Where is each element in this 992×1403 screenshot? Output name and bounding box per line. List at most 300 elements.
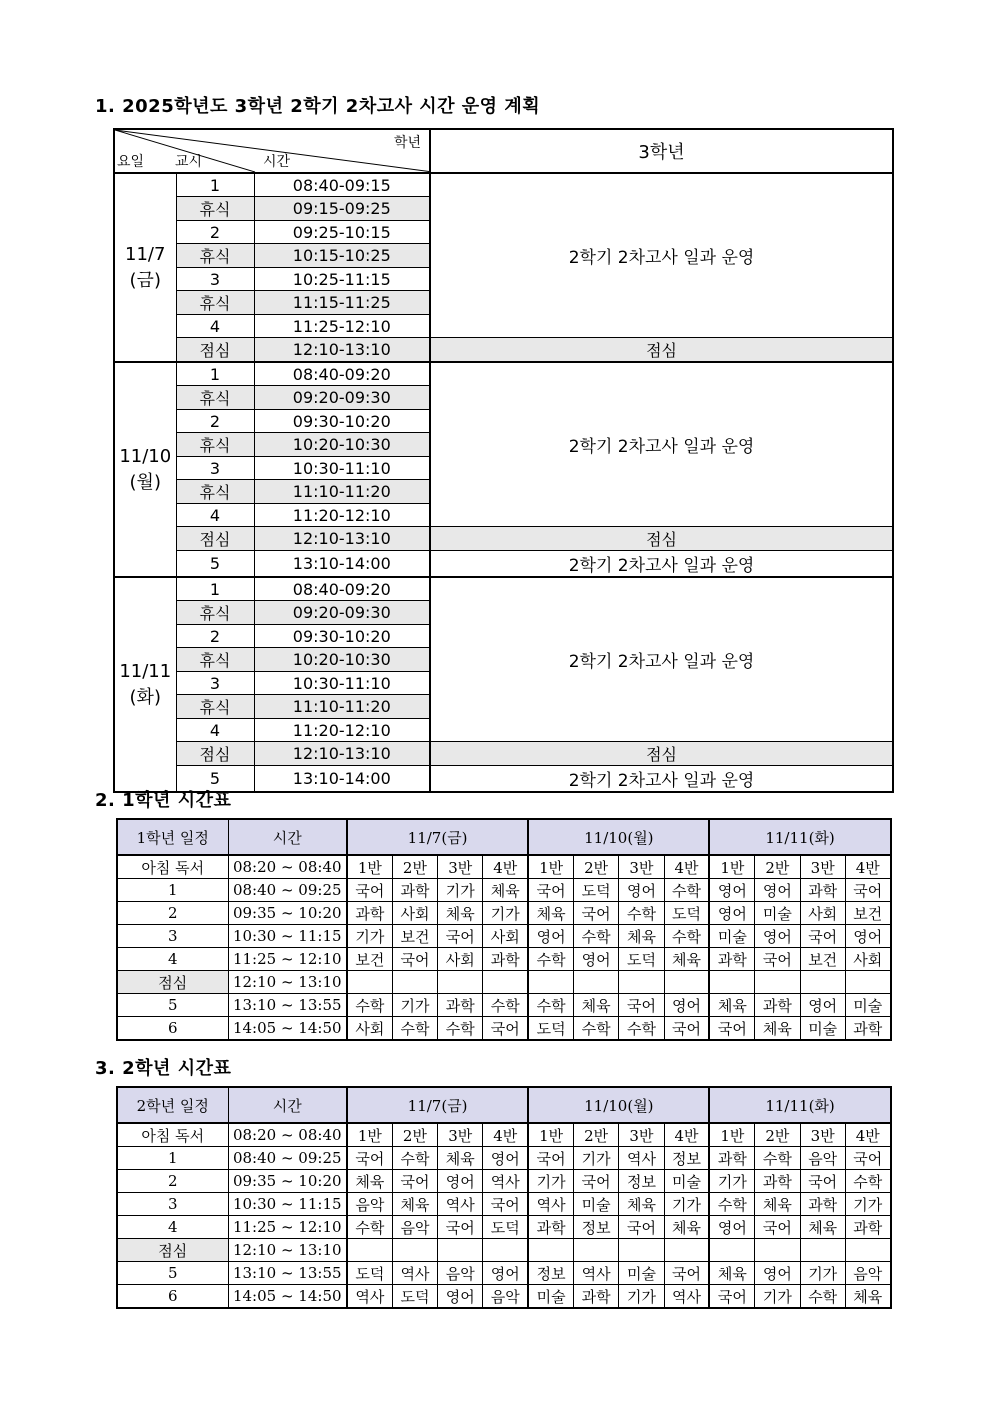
subject-cell: 수학 [619, 902, 664, 925]
subject-cell: 국어 [800, 1170, 845, 1193]
exam-row [114, 551, 893, 578]
subject-cell: 영어 [574, 948, 619, 971]
subject-cell: 도덕 [664, 902, 709, 925]
period-time: 11:25 ~ 12:10 [228, 948, 347, 971]
subject-cell: 사회 [347, 1017, 392, 1041]
period-label: 점심 [117, 971, 228, 994]
time-cell: 11:15-11:25 [254, 291, 430, 315]
subject-cell: 정보 [619, 1170, 664, 1193]
subject-cell: 수학 [709, 1193, 754, 1216]
grade-header: 3학년 [430, 129, 893, 173]
exam-row [114, 173, 893, 197]
subject-cell: 정보 [574, 1216, 619, 1239]
subject-cell [619, 971, 664, 994]
subject-cell: 4반 [664, 855, 709, 879]
period-cell: 휴식 [176, 648, 254, 672]
timetable-row [117, 1170, 891, 1193]
period-cell: 휴식 [176, 433, 254, 457]
subject-cell: 국어 [438, 1216, 483, 1239]
subject-cell: 영어 [709, 902, 754, 925]
subject-cell: 역사 [483, 1170, 528, 1193]
subject-cell: 영어 [845, 925, 890, 948]
subject-cell: 2반 [574, 855, 619, 879]
subject-cell: 국어 [755, 948, 800, 971]
subject-cell: 과학 [528, 1216, 573, 1239]
subject-cell: 역사 [574, 1262, 619, 1285]
subject-cell: 국어 [709, 1285, 754, 1309]
subject-cell [347, 1239, 392, 1262]
subject-cell: 국어 [755, 1216, 800, 1239]
subject-cell: 보건 [845, 902, 890, 925]
time-cell: 11:25-12:10 [254, 315, 430, 338]
schedule-corner: 2학년 일정 [117, 1087, 228, 1123]
subject-cell: 역사 [438, 1193, 483, 1216]
period-cell: 4 [176, 504, 254, 527]
subject-cell: 기가 [619, 1285, 664, 1309]
subject-cell: 국어 [619, 1216, 664, 1239]
subject-cell [800, 971, 845, 994]
period-label: 2 [117, 1170, 228, 1193]
period-time: 12:10 ~ 13:10 [228, 971, 347, 994]
subject-cell: 국어 [845, 879, 890, 902]
subject-cell: 국어 [664, 1262, 709, 1285]
period-time: 14:05 ~ 14:50 [228, 1017, 347, 1041]
subject-cell [709, 971, 754, 994]
timetable-row [117, 855, 891, 879]
period-time: 14:05 ~ 14:50 [228, 1285, 347, 1309]
subject-cell [755, 971, 800, 994]
subject-cell [664, 1239, 709, 1262]
subject-cell [528, 1239, 573, 1262]
subject-cell [845, 971, 890, 994]
subject-cell: 수학 [664, 879, 709, 902]
subject-cell: 사회 [438, 948, 483, 971]
time-cell: 12:10-13:10 [254, 742, 430, 766]
subject-cell: 국어 [845, 1147, 890, 1170]
exam-operation-cell: 2학기 2차고사 일과 운영 [430, 577, 893, 742]
timetable-header-row [117, 1087, 891, 1123]
timetable-row [117, 1123, 891, 1147]
section1-heading: 1. 2025학년도 3학년 2학기 2차고사 시간 운영 계획 [95, 96, 541, 117]
subject-cell: 3반 [619, 855, 664, 879]
section3-heading: 3. 2학년 시간표 [95, 1058, 232, 1079]
subject-cell: 음악 [845, 1262, 890, 1285]
timetable-row [117, 948, 891, 971]
period-cell: 4 [176, 719, 254, 742]
subject-cell: 체육 [664, 948, 709, 971]
period-time: 09:35 ~ 10:20 [228, 902, 347, 925]
period-cell: 1 [176, 173, 254, 197]
period-label: 6 [117, 1017, 228, 1041]
day-header: 11/11(화) [709, 1087, 890, 1123]
subject-cell [574, 971, 619, 994]
subject-cell: 체육 [347, 1170, 392, 1193]
timetable-header-row [117, 819, 891, 855]
subject-cell: 3반 [438, 1123, 483, 1147]
subject-cell: 국어 [438, 925, 483, 948]
period-time: 08:40 ~ 09:25 [228, 879, 347, 902]
subject-cell: 영어 [800, 994, 845, 1017]
subject-cell: 사회 [483, 925, 528, 948]
afternoon-exam-cell: 2학기 2차고사 일과 운영 [430, 766, 893, 793]
period-label: 3 [117, 1193, 228, 1216]
subject-cell: 역사 [664, 1285, 709, 1309]
subject-cell: 역사 [392, 1262, 437, 1285]
exam-row [114, 527, 893, 551]
timetable-row [117, 879, 891, 902]
time-cell: 08:40-09:20 [254, 362, 430, 386]
diag-time-label: 시간 [263, 154, 291, 170]
subject-cell: 기가 [709, 1170, 754, 1193]
subject-cell: 수학 [392, 1147, 437, 1170]
subject-cell: 수학 [528, 994, 573, 1017]
subject-cell: 영어 [709, 1216, 754, 1239]
subject-cell: 체육 [709, 1262, 754, 1285]
timetable-row [117, 1285, 891, 1309]
diag-weekday-label: 요일 [117, 154, 145, 170]
period-time: 13:10 ~ 13:55 [228, 994, 347, 1017]
subject-cell: 국어 [347, 879, 392, 902]
subject-cell: 1반 [347, 855, 392, 879]
day-date: 11/11 [119, 660, 172, 682]
period-cell: 휴식 [176, 695, 254, 719]
subject-cell: 3반 [438, 855, 483, 879]
period-cell: 휴식 [176, 197, 254, 221]
subject-cell: 체육 [574, 994, 619, 1017]
subject-cell: 영어 [619, 879, 664, 902]
time-cell: 09:30-10:20 [254, 625, 430, 648]
time-cell: 12:10-13:10 [254, 338, 430, 363]
period-label: 5 [117, 994, 228, 1017]
subject-cell [845, 1239, 890, 1262]
subject-cell: 체육 [664, 1216, 709, 1239]
subject-cell: 과학 [755, 1170, 800, 1193]
subject-cell: 보건 [800, 948, 845, 971]
period-label: 아침 독서 [117, 855, 228, 879]
time-cell: 09:20-09:30 [254, 386, 430, 410]
day-cell [114, 577, 176, 792]
subject-cell: 영어 [438, 1285, 483, 1309]
time-cell: 10:15-10:25 [254, 244, 430, 268]
subject-cell: 음악 [438, 1262, 483, 1285]
subject-cell [392, 1239, 437, 1262]
exam-row [114, 577, 893, 601]
grade1-timetable [116, 818, 892, 1041]
day-header: 11/11(화) [709, 819, 890, 855]
subject-cell: 2반 [392, 855, 437, 879]
subject-cell [347, 971, 392, 994]
subject-cell: 과학 [755, 994, 800, 1017]
time-cell: 11:20-12:10 [254, 504, 430, 527]
subject-cell: 과학 [845, 1216, 890, 1239]
subject-cell: 미술 [528, 1285, 573, 1309]
subject-cell: 수학 [347, 1216, 392, 1239]
period-cell: 4 [176, 315, 254, 338]
exam-row [114, 338, 893, 363]
subject-cell: 정보 [664, 1147, 709, 1170]
subject-cell: 국어 [709, 1017, 754, 1041]
period-cell: 5 [176, 551, 254, 578]
subject-cell: 영어 [664, 994, 709, 1017]
period-cell: 휴식 [176, 244, 254, 268]
period-cell: 3 [176, 268, 254, 291]
subject-cell: 기가 [347, 925, 392, 948]
subject-cell [392, 971, 437, 994]
section2-heading: 2. 1학년 시간표 [95, 790, 232, 811]
subject-cell: 과학 [709, 1147, 754, 1170]
afternoon-exam-cell: 2학기 2차고사 일과 운영 [430, 551, 893, 578]
subject-cell: 정보 [528, 1262, 573, 1285]
day-header: 11/10(월) [528, 819, 709, 855]
time-cell: 11:10-11:20 [254, 695, 430, 719]
period-time: 13:10 ~ 13:55 [228, 1262, 347, 1285]
subject-cell [438, 971, 483, 994]
subject-cell: 음악 [483, 1285, 528, 1309]
period-cell: 점심 [176, 742, 254, 766]
timetable-row [117, 925, 891, 948]
subject-cell: 도덕 [347, 1262, 392, 1285]
subject-cell: 체육 [483, 879, 528, 902]
subject-cell: 국어 [392, 948, 437, 971]
subject-cell: 체육 [619, 1193, 664, 1216]
subject-cell: 기가 [438, 879, 483, 902]
subject-cell: 4반 [845, 855, 890, 879]
subject-cell: 기가 [664, 1193, 709, 1216]
subject-cell: 과학 [845, 1017, 890, 1041]
exam-operation-cell: 2학기 2차고사 일과 운영 [430, 362, 893, 527]
period-cell: 점심 [176, 338, 254, 363]
lunch-cell: 점심 [430, 338, 893, 363]
subject-cell: 수학 [574, 1017, 619, 1041]
diagonal-header-cell [114, 129, 430, 173]
subject-cell: 국어 [664, 1017, 709, 1041]
subject-cell: 미술 [664, 1170, 709, 1193]
timetable-row [117, 1216, 891, 1239]
subject-cell: 사회 [392, 902, 437, 925]
day-header: 11/10(월) [528, 1087, 709, 1123]
diag-grade-label: 학년 [393, 135, 422, 151]
subject-cell: 2반 [392, 1123, 437, 1147]
subject-cell: 수학 [755, 1147, 800, 1170]
time-cell: 10:30-11:10 [254, 457, 430, 480]
time-header: 시간 [228, 819, 347, 855]
time-cell: 10:20-10:30 [254, 433, 430, 457]
subject-cell: 수학 [438, 1017, 483, 1041]
subject-cell: 도덕 [392, 1285, 437, 1309]
subject-cell: 수학 [800, 1285, 845, 1309]
subject-cell: 영어 [755, 925, 800, 948]
period-label: 2 [117, 902, 228, 925]
subject-cell: 1반 [709, 855, 754, 879]
day-cell [114, 362, 176, 577]
timetable-row [117, 971, 891, 994]
time-cell: 13:10-14:00 [254, 766, 430, 793]
period-label: 3 [117, 925, 228, 948]
subject-cell: 국어 [574, 1170, 619, 1193]
timetable-row [117, 994, 891, 1017]
subject-cell: 체육 [709, 994, 754, 1017]
period-label: 6 [117, 1285, 228, 1309]
exam-row [114, 742, 893, 766]
subject-cell: 체육 [438, 902, 483, 925]
period-label: 점심 [117, 1239, 228, 1262]
grade2-timetable [116, 1086, 892, 1309]
subject-cell: 사회 [845, 948, 890, 971]
subject-cell [709, 1239, 754, 1262]
day-weekday: (금) [129, 269, 161, 291]
subject-cell: 2반 [574, 1123, 619, 1147]
lunch-cell: 점심 [430, 527, 893, 551]
subject-cell: 체육 [845, 1285, 890, 1309]
timetable-row [117, 1017, 891, 1041]
subject-cell: 사회 [800, 902, 845, 925]
subject-cell: 기가 [845, 1193, 890, 1216]
subject-cell: 3반 [800, 855, 845, 879]
day-header: 11/7(금) [347, 819, 528, 855]
subject-cell: 2반 [755, 855, 800, 879]
period-time: 09:35 ~ 10:20 [228, 1170, 347, 1193]
subject-cell: 기가 [755, 1285, 800, 1309]
period-cell: 3 [176, 672, 254, 695]
time-cell: 10:25-11:15 [254, 268, 430, 291]
subject-cell [483, 1239, 528, 1262]
subject-cell: 1반 [528, 1123, 573, 1147]
day-date: 11/10 [119, 445, 172, 467]
subject-cell: 4반 [845, 1123, 890, 1147]
subject-cell: 도덕 [528, 1017, 573, 1041]
subject-cell: 국어 [392, 1170, 437, 1193]
subject-cell: 도덕 [574, 879, 619, 902]
subject-cell: 미술 [574, 1193, 619, 1216]
time-cell: 09:15-09:25 [254, 197, 430, 221]
timetable-row [117, 1262, 891, 1285]
period-label: 1 [117, 1147, 228, 1170]
time-cell: 10:20-10:30 [254, 648, 430, 672]
period-cell: 1 [176, 362, 254, 386]
subject-cell: 4반 [483, 1123, 528, 1147]
subject-cell: 3반 [800, 1123, 845, 1147]
period-cell: 1 [176, 577, 254, 601]
subject-cell [438, 1239, 483, 1262]
time-cell: 10:30-11:10 [254, 672, 430, 695]
time-cell: 08:40-09:20 [254, 577, 430, 601]
subject-cell: 국어 [528, 1147, 573, 1170]
subject-cell: 미술 [619, 1262, 664, 1285]
subject-cell [755, 1239, 800, 1262]
subject-cell: 2반 [755, 1123, 800, 1147]
subject-cell: 체육 [755, 1193, 800, 1216]
subject-cell: 음악 [800, 1147, 845, 1170]
diag-period-label: 교시 [175, 154, 203, 170]
subject-cell: 체육 [528, 902, 573, 925]
subject-cell: 과학 [800, 1193, 845, 1216]
subject-cell: 음악 [347, 1193, 392, 1216]
lunch-cell: 점심 [430, 742, 893, 766]
time-cell: 09:20-09:30 [254, 601, 430, 625]
subject-cell: 3반 [619, 1123, 664, 1147]
subject-cell: 보건 [347, 948, 392, 971]
subject-cell: 과학 [392, 879, 437, 902]
time-cell: 09:30-10:20 [254, 410, 430, 433]
time-header: 시간 [228, 1087, 347, 1123]
period-label: 1 [117, 879, 228, 902]
subject-cell [800, 1239, 845, 1262]
subject-cell: 역사 [619, 1147, 664, 1170]
subject-cell: 체육 [800, 1216, 845, 1239]
subject-cell: 국어 [574, 902, 619, 925]
exam-row [114, 362, 893, 386]
period-cell: 5 [176, 766, 254, 793]
subject-cell: 수학 [483, 994, 528, 1017]
timetable-row [117, 1193, 891, 1216]
time-cell: 11:20-12:10 [254, 719, 430, 742]
period-cell: 휴식 [176, 601, 254, 625]
subject-cell: 체육 [392, 1193, 437, 1216]
subject-cell: 영어 [755, 879, 800, 902]
time-cell: 09:25-10:15 [254, 221, 430, 244]
timetable-row [117, 1147, 891, 1170]
subject-cell: 국어 [483, 1017, 528, 1041]
subject-cell [574, 1239, 619, 1262]
exam-operation-cell: 2학기 2차고사 일과 운영 [430, 173, 893, 338]
subject-cell: 음악 [392, 1216, 437, 1239]
subject-cell: 수학 [574, 925, 619, 948]
period-cell: 점심 [176, 527, 254, 551]
day-date: 11/7 [125, 243, 166, 265]
subject-cell: 영어 [483, 1147, 528, 1170]
subject-cell: 기가 [392, 994, 437, 1017]
subject-cell: 수학 [347, 994, 392, 1017]
period-label: 4 [117, 948, 228, 971]
period-time: 11:25 ~ 12:10 [228, 1216, 347, 1239]
subject-cell: 국어 [800, 925, 845, 948]
subject-cell: 수학 [664, 925, 709, 948]
subject-cell: 국어 [528, 879, 573, 902]
period-time: 10:30 ~ 11:15 [228, 1193, 347, 1216]
subject-cell: 과학 [347, 902, 392, 925]
time-cell: 12:10-13:10 [254, 527, 430, 551]
subject-cell: 국어 [483, 1193, 528, 1216]
subject-cell: 체육 [438, 1147, 483, 1170]
exam-schedule-table [113, 128, 894, 793]
subject-cell: 기가 [483, 902, 528, 925]
subject-cell: 1반 [528, 855, 573, 879]
subject-cell: 1반 [709, 1123, 754, 1147]
period-cell: 휴식 [176, 386, 254, 410]
period-label: 4 [117, 1216, 228, 1239]
subject-cell: 영어 [709, 879, 754, 902]
time-cell: 13:10-14:00 [254, 551, 430, 578]
subject-cell: 역사 [347, 1285, 392, 1309]
period-cell: 2 [176, 221, 254, 244]
period-time: 12:10 ~ 13:10 [228, 1239, 347, 1262]
subject-cell [619, 1239, 664, 1262]
subject-cell: 과학 [438, 994, 483, 1017]
subject-cell: 미술 [755, 902, 800, 925]
subject-cell: 4반 [483, 855, 528, 879]
period-label: 5 [117, 1262, 228, 1285]
subject-cell [528, 971, 573, 994]
subject-cell: 미술 [709, 925, 754, 948]
subject-cell [664, 971, 709, 994]
subject-cell: 기가 [800, 1262, 845, 1285]
period-label: 아침 독서 [117, 1123, 228, 1147]
subject-cell: 과학 [709, 948, 754, 971]
subject-cell: 과학 [800, 879, 845, 902]
subject-cell: 도덕 [619, 948, 664, 971]
subject-cell: 기가 [528, 1170, 573, 1193]
subject-cell: 4반 [664, 1123, 709, 1147]
